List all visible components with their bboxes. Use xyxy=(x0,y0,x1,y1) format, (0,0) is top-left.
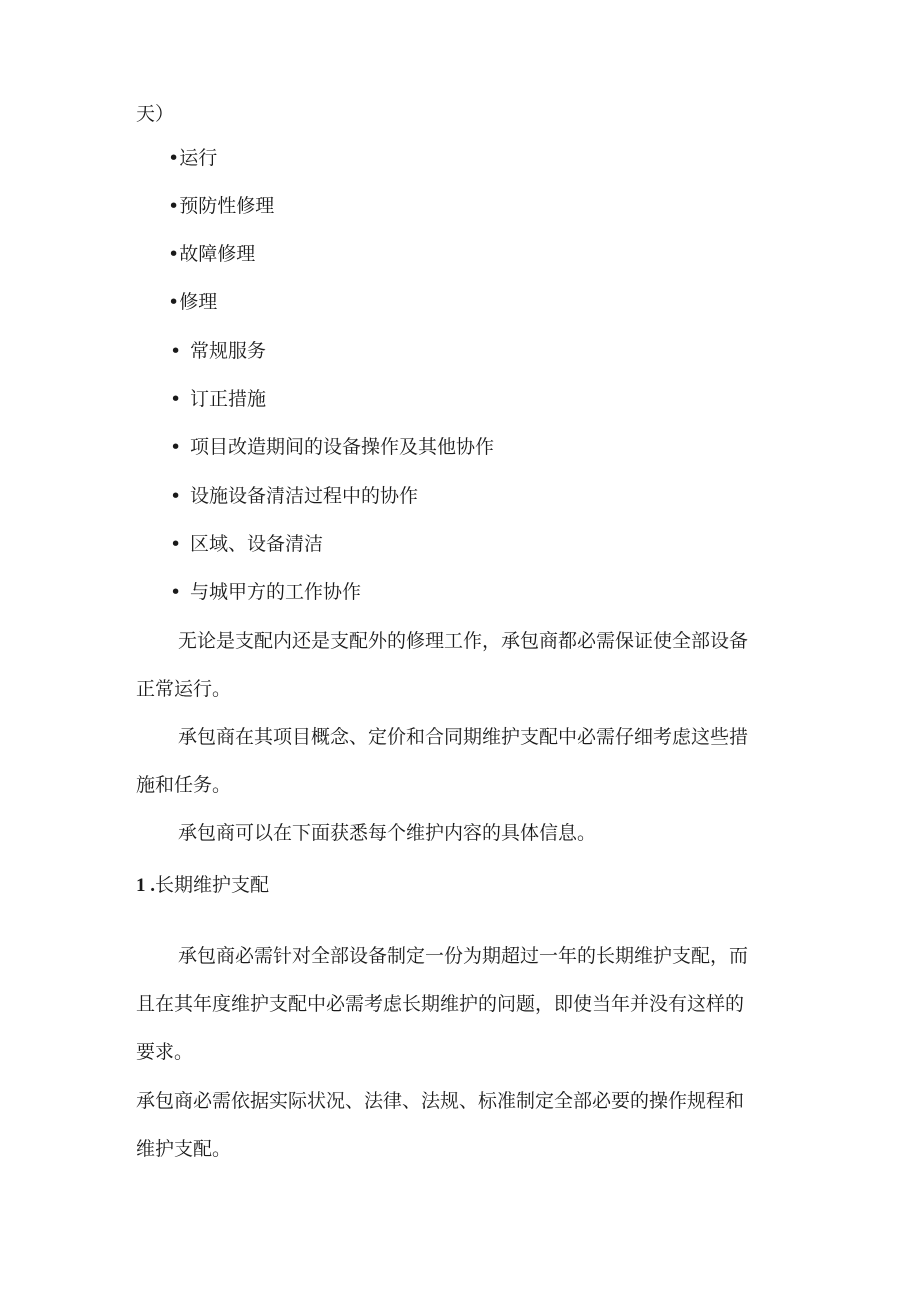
paragraph-line: 承包商必需依据实际状况、法律、法规、标准制定全部必要的操作规程和 xyxy=(136,1090,745,1112)
list-item-label: 设施设备清洁过程中的协作 xyxy=(190,485,419,507)
paragraph-line: 承包商必需针对全部设备制定一份为期超过一年的长期维护支配，而 xyxy=(178,945,749,967)
list-item-label: 与城甲方的工作协作 xyxy=(190,581,362,603)
paragraph-line: 施和任务。 xyxy=(136,774,232,796)
bullet-dot: • xyxy=(170,436,182,458)
list-item: •故障修理 xyxy=(168,243,256,265)
bullet-dot: • xyxy=(170,485,182,507)
paragraph-line: 维护支配。 xyxy=(136,1138,232,1160)
bullet-dot: • xyxy=(170,388,182,410)
list-item: •修理 xyxy=(168,291,218,313)
list-item: •运行 xyxy=(168,147,218,169)
list-item-label: 项目改造期间的设备操作及其他协作 xyxy=(190,436,495,458)
list-item xyxy=(170,484,418,508)
list-item xyxy=(170,580,361,604)
bullet-dot: • xyxy=(170,581,182,603)
section-number: 1 . xyxy=(136,875,155,896)
bullet-dot: • xyxy=(170,533,182,555)
section-heading xyxy=(136,873,269,898)
list-item-label: 常规服务 xyxy=(190,340,267,362)
paragraph-line: 无论是支配内还是支配外的修理工作，承包商都必需保证使全部设备 xyxy=(178,630,749,652)
list-item xyxy=(170,435,494,459)
paragraph-line: 承包商在其项目概念、定价和合同期维护支配中必需仔细考虑这些措 xyxy=(178,726,749,748)
section-title: 长期维护支配 xyxy=(155,874,270,896)
paragraph-line: 要求。 xyxy=(136,1041,194,1063)
paragraph-line: 且在其年度维护支配中必需考虑长期维护的问题，即使当年并没有这样的 xyxy=(136,993,745,1015)
paragraph-line: 正常运行。 xyxy=(136,678,232,700)
list-item xyxy=(170,387,266,411)
bullet-dot: • xyxy=(170,340,182,362)
list-item-label: 区域、设备清洁 xyxy=(190,533,324,555)
list-item xyxy=(170,532,323,556)
list-item-label: 订正措施 xyxy=(190,388,267,410)
paragraph-line: 承包商可以在下面获悉每个维护内容的具体信息。 xyxy=(178,822,597,844)
continuation-text: 天） xyxy=(136,103,175,125)
list-item xyxy=(170,339,266,363)
list-item: •预防性修理 xyxy=(168,195,275,217)
